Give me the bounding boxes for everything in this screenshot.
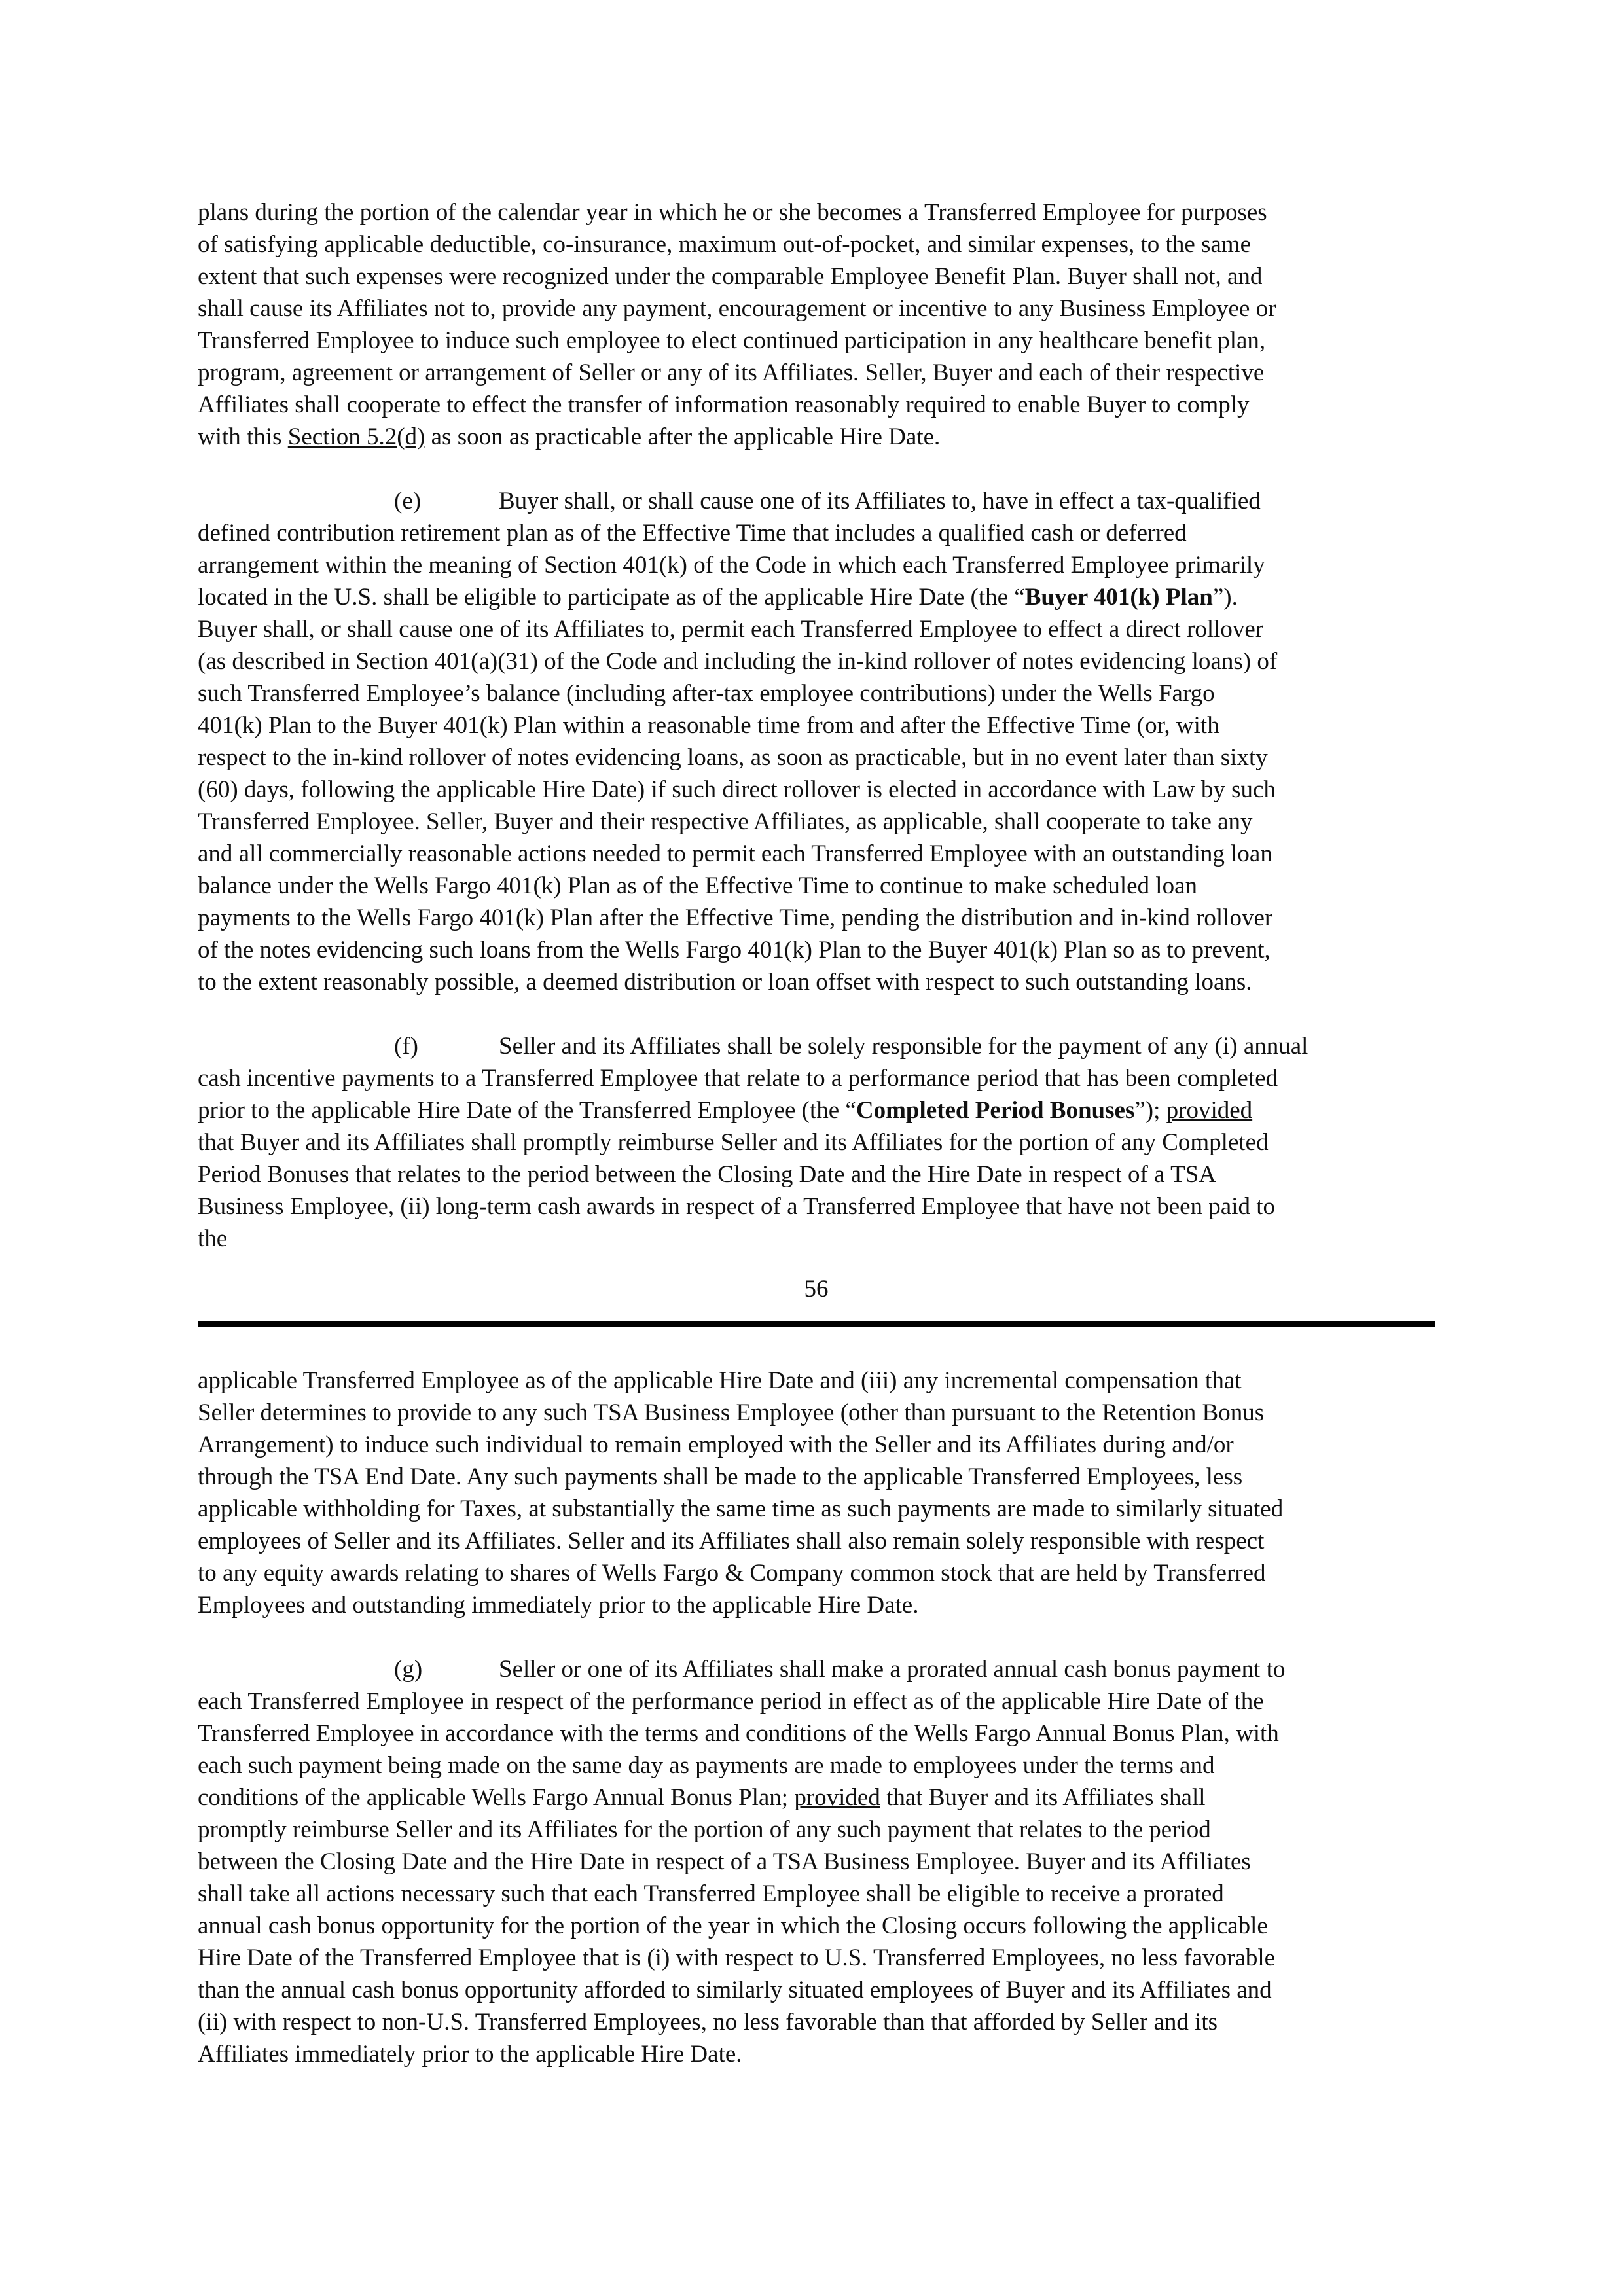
text-line: (as described in Section 401(a)(31) of the Code and including the in-kind rollover of notes evidencing loans) of — [198, 648, 1278, 675]
text-line: balance under the Wells Fargo 401(k) Plan as of the Effective Time to continue to make scheduled loan — [198, 872, 1198, 899]
text-line: between the Closing Date and the Hire Date in respect of a TSA Business Employee. Buyer and its Affiliates — [198, 1848, 1251, 1875]
page-number: 56 — [804, 1276, 829, 1302]
text-fragment: with this — [198, 423, 288, 450]
text-line: Transferred Employee to induce such employee to elect continued participation in any healthcare benefit plan, — [198, 327, 1266, 354]
text-line: plans during the portion of the calendar year in which he or she becomes a Transferred Employee for purposes — [198, 199, 1267, 226]
paragraph-e — [198, 485, 1435, 998]
text-line: Transferred Employee. Seller, Buyer and their respective Affiliates, as applicable, shall cooperate to take any — [198, 808, 1253, 835]
text-line: shall take all actions necessary such that each Transferred Employee shall be eligible to receive a prorated — [198, 1880, 1224, 1907]
text-fragment: conditions of the applicable Wells Fargo Annual Bonus Plan; — [198, 1784, 795, 1811]
provided-term: provided — [1166, 1097, 1253, 1124]
text-line: through the TSA End Date. Any such payments shall be made to the applicable Transferred Employees, less — [198, 1463, 1243, 1490]
text-line — [198, 581, 1435, 613]
paragraph-label: (g) — [394, 1656, 423, 1683]
text-fragment: as soon as practicable after the applicable Hire Date. — [425, 423, 941, 450]
text-line: Arrangement) to induce such individual to remain employed with the Seller and its Affiliates during and/or — [198, 1431, 1234, 1458]
paragraph-d-continuation — [198, 196, 1435, 453]
text-line: applicable withholding for Taxes, at substantially the same time as such payments are made to similarly situated — [198, 1496, 1284, 1522]
text-line: payments to the Wells Fargo 401(k) Plan after the Effective Time, pending the distribution and in-kind rollover — [198, 905, 1273, 931]
text-line: Employees and outstanding immediately prior to the applicable Hire Date. — [198, 1592, 919, 1619]
text-line: and all commercially reasonable actions needed to permit each Transferred Employee with an outstanding loan — [198, 840, 1272, 867]
paragraph-f-continuation — [198, 1365, 1435, 1621]
text-line: to the extent reasonably possible, a deemed distribution or loan offset with respect to such outstanding loans. — [198, 969, 1252, 996]
text-line: program, agreement or arrangement of Seller or any of its Affiliates. Seller, Buyer and each of their respective — [198, 359, 1265, 386]
text-line: to any equity awards relating to shares of Wells Fargo & Company common stock that are held by Transferred — [198, 1560, 1266, 1587]
text-line: Affiliates shall cooperate to effect the transfer of information reasonably required to enable Buyer to comply — [198, 391, 1250, 418]
text-line: shall cause its Affiliates not to, provide any payment, encouragement or incentive to any Business Employee or — [198, 295, 1276, 322]
text-line: cash incentive payments to a Transferred Employee that relate to a performance period that has been completed — [198, 1065, 1278, 1092]
section-reference: Section 5.2(d) — [287, 423, 425, 450]
text-line — [198, 1653, 1435, 1685]
text-line: (60) days, following the applicable Hire Date) if such direct rollover is elected in accordance with Law by such — [198, 776, 1276, 803]
page-56-body — [198, 196, 1435, 1302]
text-line: employees of Seller and its Affiliates. Seller and its Affiliates shall also remain solely responsible with respect — [198, 1528, 1265, 1554]
text-fragment: located in the U.S. shall be eligible to participate as of the applicable Hire Date (the “ — [198, 584, 1025, 611]
text-fragment: Seller or one of its Affiliates shall make a prorated annual cash bonus payment to — [499, 1656, 1286, 1683]
text-line: (ii) with respect to non-U.S. Transferred Employees, no less favorable than that afforded by Seller and its — [198, 2009, 1218, 2036]
text-line: annual cash bonus opportunity for the portion of the year in which the Closing occurs following the applicable — [198, 1912, 1268, 1939]
text-line: defined contribution retirement plan as of the Effective Time that includes a qualified cash or deferred — [198, 520, 1187, 547]
text-line: of the notes evidencing such loans from the Wells Fargo 401(k) Plan to the Buyer 401(k) Plan so as to prevent, — [198, 937, 1271, 963]
text-line: Business Employee, (ii) long-term cash awards in respect of a Transferred Employee that have not been paid to — [198, 1193, 1276, 1220]
text-line: Transferred Employee in accordance with the terms and conditions of the Wells Fargo Annual Bonus Plan, with — [198, 1720, 1279, 1747]
text-line: each such payment being made on the same day as payments are made to employees under the terms and — [198, 1752, 1215, 1779]
text-fragment: ”); — [1134, 1097, 1166, 1124]
paragraph-g — [198, 1653, 1435, 2070]
defined-term: Buyer 401(k) Plan — [1024, 584, 1213, 611]
text-line: Period Bonuses that relates to the period between the Closing Date and the Hire Date in respect of a TSA — [198, 1161, 1216, 1188]
text-fragment: ”). — [1212, 584, 1238, 611]
text-line: extent that such expenses were recognized under the comparable Employee Benefit Plan. Buyer shall not, and — [198, 263, 1263, 290]
text-line: promptly reimburse Seller and its Affiliates for the portion of any such payment that relates to the period — [198, 1816, 1211, 1843]
text-line: 401(k) Plan to the Buyer 401(k) Plan within a reasonable time from and after the Effective Time (or, with — [198, 712, 1219, 739]
text-line: of satisfying applicable deductible, co-insurance, maximum out-of-pocket, and similar expenses, to the same — [198, 231, 1252, 258]
text-line: each Transferred Employee in respect of the performance period in effect as of the applicable Hire Date of the — [198, 1688, 1264, 1715]
text-line — [198, 1094, 1435, 1126]
paragraph-f — [198, 1030, 1435, 1255]
text-line — [198, 485, 1435, 517]
text-line: the — [198, 1225, 228, 1252]
text-line: such Transferred Employee’s balance (including after-tax employee contributions) under the Wells Fargo — [198, 680, 1215, 707]
text-line: Hire Date of the Transferred Employee that is (i) with respect to U.S. Transferred Employees, no less favorable — [198, 1945, 1276, 1971]
text-line: that Buyer and its Affiliates shall promptly reimburse Seller and its Affiliates for the portion of any Completed — [198, 1129, 1269, 1156]
text-fragment: prior to the applicable Hire Date of the Transferred Employee (the “ — [198, 1097, 856, 1124]
text-line: Buyer shall, or shall cause one of its Affiliates to, permit each Transferred Employee to effect a direct rollover — [198, 616, 1264, 643]
text-line — [198, 421, 1435, 453]
text-line — [198, 1030, 1435, 1062]
defined-term: Completed Period Bonuses — [856, 1097, 1135, 1124]
text-line — [198, 1782, 1435, 1814]
text-line: Affiliates immediately prior to the applicable Hire Date. — [198, 2041, 742, 2068]
text-line: arrangement within the meaning of Section 401(k) of the Code in which each Transferred Employee primarily — [198, 552, 1265, 579]
page-separator-rule — [198, 1321, 1435, 1327]
page-57-body — [198, 1365, 1435, 2070]
text-line: than the annual cash bonus opportunity afforded to similarly situated employees of Buyer and its Affiliates and — [198, 1977, 1272, 2003]
paragraph-label: (e) — [394, 488, 422, 514]
text-line: respect to the in-kind rollover of notes evidencing loans, as soon as practicable, but in no event later than sixty — [198, 744, 1268, 771]
text-line: Seller determines to provide to any such TSA Business Employee (other than pursuant to the Retention Bonus — [198, 1399, 1265, 1426]
text-line: applicable Transferred Employee as of the applicable Hire Date and (iii) any incremental compensation that — [198, 1367, 1242, 1394]
text-fragment: Buyer shall, or shall cause one of its Affiliates to, have in effect a tax-qualified — [499, 488, 1261, 514]
provided-term: provided — [794, 1784, 880, 1811]
text-fragment: that Buyer and its Affiliates shall — [880, 1784, 1206, 1811]
paragraph-label: (f) — [394, 1033, 418, 1060]
text-fragment: Seller and its Affiliates shall be solely responsible for the payment of any (i) annual — [499, 1033, 1308, 1060]
